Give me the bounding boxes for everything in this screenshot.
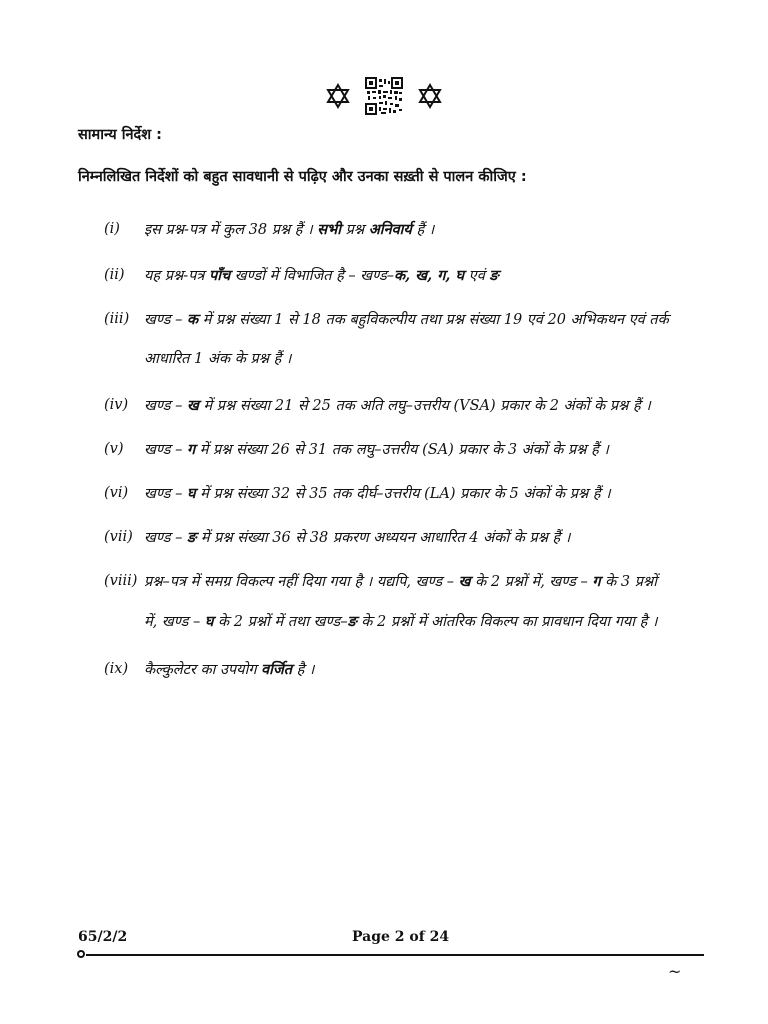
instruction-text: [144, 300, 704, 379]
text-run: खण्डों में विभाजित है – खण्ड–: [230, 268, 395, 284]
text-run: खण्ड –: [144, 312, 187, 328]
header-logos: [0, 74, 768, 118]
text-run: में प्रश्न संख्या 36 से 38 प्रकरण अध्ययन आधारित 4 अंकों के प्रश्न हैं ।: [196, 530, 571, 546]
text-run: इस प्रश्न-पत्र में कुल 38 प्रश्न हैं ।: [144, 222, 318, 238]
instruction-text: [144, 210, 704, 250]
instruction-text: [144, 256, 704, 296]
instruction-number: (ix): [104, 661, 129, 677]
text-run: के 2 प्रश्नों में तथा खण्ड–: [213, 614, 348, 630]
text-run: खण्ड –: [144, 486, 187, 502]
instruction-text: [144, 474, 704, 514]
bold-term: वर्जित: [261, 661, 292, 678]
text-run: यह प्रश्न-पत्र: [144, 268, 209, 284]
text-run: में प्रश्न संख्या 26 से 31 तक लघु–उत्तरीय (SA) प्रकार के 3 अंकों के प्रश्न हैं ।: [195, 442, 609, 458]
general-instructions-heading: सामान्य निर्देश :: [78, 127, 162, 143]
text-run: खण्ड –: [144, 530, 187, 546]
bold-term: क, ख, ग, घ: [394, 267, 465, 284]
instruction-number: (iv): [104, 397, 129, 413]
star-of-david-icon: [325, 83, 351, 109]
text-run: के 2 प्रश्नों में आंतरिक विकल्प का प्रावधान दिया गया है ।: [356, 614, 658, 630]
bold-term: पाँच: [208, 267, 231, 284]
instruction-number: (i): [104, 221, 120, 237]
bold-term: ङ: [489, 267, 499, 284]
text-run: प्रश्न–पत्र में समग्र विकल्प नहीं दिया गया है । यद्यपि, खण्ड –: [144, 574, 459, 590]
bold-term: ग: [592, 573, 601, 590]
bold-term: घ: [204, 613, 214, 630]
star-of-david-icon: [417, 83, 443, 109]
instruction-number: (ii): [104, 267, 125, 283]
text-run: में, खण्ड –: [144, 614, 205, 630]
text-run: प्रश्न: [341, 222, 369, 238]
text-run: खण्ड –: [144, 442, 187, 458]
text-run: आधारित 1 अंक के प्रश्न हैं ।: [144, 351, 292, 367]
page-number: Page 2 of 24: [352, 929, 450, 945]
bold-term: घ: [186, 485, 196, 502]
paper-code: 65/2/2: [78, 929, 128, 945]
bold-term: ख: [186, 397, 199, 414]
instruction-text: [144, 518, 704, 558]
text-run: में प्रश्न संख्या 32 से 35 तक दीर्घ–उत्तरीय (LA) प्रकार के 5 अंकों के प्रश्न हैं ।: [195, 486, 611, 502]
instruction-number: (iii): [104, 311, 130, 327]
text-run: में प्रश्न संख्या 21 से 25 तक अति लघु–उत्तरीय (VSA) प्रकार के 2 अंकों के प्रश्न हैं ।: [198, 398, 651, 414]
text-run: है ।: [291, 662, 315, 678]
instruction-text: [144, 386, 704, 426]
text-run: हैं ।: [411, 222, 435, 238]
instruction-text: [144, 430, 704, 470]
qr-code-icon: [365, 77, 403, 115]
instruction-number: (viii): [104, 573, 138, 589]
ornament-icon: [76, 949, 86, 959]
bold-term: ग: [186, 441, 196, 458]
bold-term: ङ: [347, 613, 357, 630]
text-run: एवं: [464, 268, 490, 284]
bold-term: सभी: [317, 221, 341, 238]
bold-term: ङ: [186, 529, 197, 546]
instruction-number: (v): [104, 441, 124, 457]
footer-tilde: ~: [668, 962, 682, 981]
bold-term: क: [186, 311, 199, 328]
bold-term: ख: [458, 573, 471, 590]
instruction-number: (vii): [104, 529, 133, 545]
text-run: कैल्कुलेटर का उपयोग: [144, 662, 262, 678]
instruction-text: [144, 650, 704, 690]
footer-rule: [86, 954, 704, 956]
text-run: के 3 प्रश्नों: [600, 574, 658, 590]
instruction-text: [144, 562, 704, 642]
bold-term: अनिवार्य: [368, 221, 412, 238]
text-run: खण्ड –: [144, 398, 187, 414]
text-run: में प्रश्न संख्या 1 से 18 तक बहुविकल्पीय तथा प्रश्न संख्या 19 एवं 20 अभिकथन एवं तर्क: [198, 312, 669, 328]
instruction-number: (vi): [104, 485, 129, 501]
instructions-intro: निम्नलिखित निर्देशों को बहुत सावधानी से पढ़िए और उनका सख़्ती से पालन कीजिए :: [78, 169, 527, 185]
text-run: के 2 प्रश्नों में, खण्ड –: [470, 574, 593, 590]
